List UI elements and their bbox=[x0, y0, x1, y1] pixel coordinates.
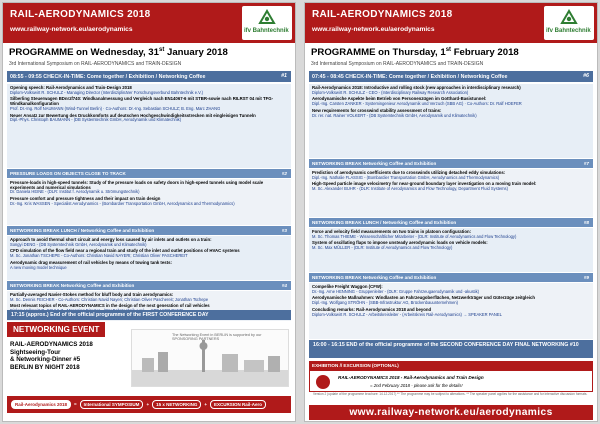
session-block-2 bbox=[7, 179, 291, 225]
programme-page-day2 bbox=[304, 2, 598, 422]
formula-networking: 15 x NETWORKING bbox=[152, 400, 201, 409]
talk-item: Pressure comfort and pressure tightness and their impact on train design Dr.-Ing. Kris WASSEN - Specialist Aerodynamics - (Bombardier Transportation GmbH, Aerodynamics and Thermodynamics) bbox=[10, 196, 235, 206]
talk-item: Aerodynamic drag measurement of rail vehicles by means of towing tank tests: A new moving model technique bbox=[10, 259, 172, 270]
network-line: BERLIN BY NIGHT 2018 bbox=[10, 363, 80, 371]
formula-excursion: EXCURSION Rail-Aero bbox=[210, 400, 266, 409]
logo-text: ifv Bahntechnik bbox=[546, 28, 591, 34]
day-end-bar: 17:15 (approx.) End of the official programme of the FIRST CONFERENCE DAY bbox=[7, 310, 291, 320]
event-url[interactable]: www.railway-network.eu/aerodynamics bbox=[312, 26, 435, 33]
talk-item: Silberling Steuerwagen BDnrzf740: Windkanalmessung und Vergleich nach EN14067-6 mit STBR-sowie nach RILRST 04 mit TFG-Windkanalkonfiguration Prof. Dr.-Ing. Rolf NAUMANN (Wind-Tunnel Berlin) · Co-Authors: Dr.-Ing. Sebastian SCHULZ; B. Eng. Marc ZHANG bbox=[10, 96, 274, 111]
networking-event-label: NETWORKING EVENT bbox=[7, 322, 105, 337]
event-title: RAIL-AERODYNAMICS 2018 bbox=[10, 9, 151, 20]
session-bar-2: NETWORKING BREAK Networking Coffee and Exhibition #7 bbox=[309, 159, 593, 168]
network-line: RAIL-AERODYNAMICS 2018 bbox=[10, 341, 93, 348]
session-block-1 bbox=[7, 84, 291, 168]
session-bar-4: NETWORKING BREAK Networking Coffee and Exhibition #9 bbox=[309, 273, 593, 282]
logo-text: ifv Bahntechnik bbox=[244, 28, 289, 34]
excursion-title: RAIL-AERODYNAMICS 2018 - Rail-Aerodynamics and Train Design bbox=[338, 375, 484, 380]
talk-item: Most relevant topics of RAIL-AERODYNAMICS in the design of the next generation of rail vehicles bbox=[10, 303, 210, 309]
berlin-skyline-image bbox=[131, 329, 289, 387]
network-line: Sightseeing-Tour bbox=[10, 348, 61, 356]
session-block-3 bbox=[7, 236, 291, 280]
talk-item: Approach to avoid thermal short circuit and energy loss caused by air inlets and outlets on a train: Songyi DENG - (DB Systemtechnik GmbH, Aerodynamik und Klimatechnik) bbox=[10, 237, 212, 247]
session-bar-3: NETWORKING BREAK LUNCH / Networking Coffee and Exhibition #8 bbox=[309, 218, 593, 227]
network-line: & Networking-Dinner #5 bbox=[10, 356, 81, 363]
session-bar-2: PRESSURE LOADS ON OBJECTS CLOSE TO TRACK #2 bbox=[7, 169, 291, 178]
ifv-logo-icon bbox=[258, 9, 276, 25]
talk-item: Aerodynamische Maßnahmen: Windlasten an Fahrzeugoberflächen, Netzwerkträger und Güterzüge zeitgleich Dipl.-Ing. Wolfgang STRÖHN - (SBB-Infrastruktur AG, Brückenbauunternehmen) bbox=[312, 295, 535, 306]
ifv-logo bbox=[242, 6, 292, 40]
excursion-date: = 2nd February 2018 - please ask for the details! bbox=[370, 383, 463, 388]
talk-item: Compelike Freight Waggon (CFW): Dr.-Ing. Arne HENNING - Gruppenleiter - (DLR: Gruppe Fahrzeugaerodynamik und -akustik) bbox=[312, 284, 479, 294]
header-banner bbox=[3, 3, 295, 43]
talk-item: System of oscillating flaps to impose unsteady aerodynamic loads on vehicle models: M. Sc. Max MÜLLER - (DLR: Institute of Aerodynamics and Flow Technology) bbox=[312, 240, 488, 251]
talk-item: Pressure-loads in high-speed tunnels: Study of the pressure loads on safety doors in high-speed tunnels using model scale experiments and numerical simulations Dr. Daniela HEINE - (DLR: Institut f. Aerodynamik u. Strömungstechnik) bbox=[10, 180, 264, 195]
checkin-bar: 08:55 - 09:55 CHECK-IN-TIME: Come together / Exhibition / Networking Coffee #1 bbox=[7, 71, 291, 82]
ifv-logo-icon bbox=[560, 9, 578, 25]
header-banner bbox=[305, 3, 597, 43]
session-block-4 bbox=[309, 283, 593, 339]
footer-url[interactable]: www.railway-network.eu/aerodynamics bbox=[309, 405, 593, 420]
page-title: PROGRAMME on Wednesday, 31st January 2018 bbox=[9, 47, 228, 59]
talk-item: Aerodynamische Aspekte beim Betrieb von Personenzügen im Gotthard-Basistunnel: Dipl.-Ing. Carsten ZANKER - Systemingenieur Aerodynamik und Verzuch (SBB AG) · Co-Authors: Dr. Ralf HOEFER bbox=[312, 96, 522, 107]
formula-symposium: International SYMPOSIUM bbox=[80, 400, 144, 409]
event-formula bbox=[7, 396, 291, 413]
excursion-box[interactable] bbox=[309, 370, 593, 392]
programme-page-day1 bbox=[2, 2, 296, 422]
talk-item: Prediction of aerodynamic coefficients due to crosswinds utilizing detached eddy simulations: Dipl.-Ing. Nathalie FLASSIG - (Bombardier Transportation GmbH, Aerodynamics and Thermodynamics) bbox=[312, 170, 506, 180]
session-bar-3: NETWORKING BREAK LUNCH / Networking Coffee and Exhibition #3 bbox=[7, 226, 291, 235]
formula-op: + bbox=[204, 402, 207, 407]
session-block-3 bbox=[309, 228, 593, 272]
talk-item: Force and velocity field measurements on two trains in platoon configuration: M. Sc. Thomas THIEME - Wissenschaftlicher Mitarbeiter - (DLR: Institute of Aerodynamics and Flow Technology) bbox=[312, 229, 517, 239]
talk-item: High-Speed particle image velocimetry for near-ground boundary layer investigation on a moving train model: M. Sc. Alexander BUHR - (DLR: Institute of Aerodynamics and Flow Technology, Department Fluid Systems) bbox=[312, 181, 537, 192]
formula-op: + bbox=[146, 402, 150, 407]
session-bar-4: NETWORKING BREAK Networking Coffee and Exhibition #4 bbox=[7, 281, 291, 290]
talk-item: Opening speech: Rail-Aerodynamics and Train-Design 2018 Diplom-Volkswirt R. SCHULZ - Managing Director (Interdisziplinärer Forschungsverbund Bahntechnik e.V.) bbox=[10, 85, 204, 95]
session-block-1 bbox=[309, 84, 593, 158]
networking-event-details bbox=[7, 338, 127, 388]
talk-item: CFD simulation of the flow field near a regional train and study of the inlet and outlet positions of HVAC systems M. Sc. Jonathan TSCHEPE - Co-Authors: Christian Navid NAYERI; Christian Oliver PASCHEREIT bbox=[10, 248, 240, 259]
page-subtitle: 3rd International Symposium on RAIL-AERODYNAMICS and TRAIN-DESIGN bbox=[9, 61, 182, 67]
event-url[interactable]: www.railway-network.eu/aerodynamics bbox=[10, 26, 133, 33]
ifv-logo bbox=[544, 6, 594, 40]
formula-brand: Rail-Aerodynamics 2018 bbox=[11, 400, 71, 409]
talk-item: Rail-Aerodynamics 2018: Introductive and rolling stock (new approaches in interdisciplinary research) Diplom-Volkswirt R. SCHULZ - CEO - (Interdisciplinary Railway Research Association) bbox=[312, 85, 521, 95]
talk-item: Partially-averaged Navier-Stokes method for bluff body and train aerodynamics: M. Sc. Dennis FEICHER - Co-Authors: Christian Navid Nayeri; Christian Oliver Paschereit; Jonathan Tschepe bbox=[10, 292, 209, 302]
excursion-logo-icon bbox=[316, 375, 330, 389]
session-block-2 bbox=[309, 169, 593, 217]
talk-item: Neuer Ansatz zur Bewertung des Druckkomforts auf deutschen Hochgeschwindigkeitsstrecken mit eingleisigen Tunneln Dipl.-Phys. Christoph BAUMANN - (DB Systemtechnik GmbH, Aerodynamik und Klimatechnik) bbox=[10, 112, 256, 123]
exhibition-bar: EXHIBITION // EXCURSION (OPTIONAL) bbox=[309, 361, 593, 370]
talk-item: New requirements for crosswind stability assessment of trains: Dr. rer. nat. Rainer VOLKERT - (DB Systemtechnik GmbH, Aerodynamik und Klimatechnik) bbox=[312, 107, 477, 118]
talk-item: Concluding remarks: Rail-Aerodynamics 2018 and beyond Diplom-Volkswirt R. SCHULZ - Arbeitskreisleiter - (Arbeitskreis Rail-Aerodynamics) → SPEAKER PANEL bbox=[312, 306, 502, 317]
page-subtitle: 3rd International Symposium on RAIL-AERODYNAMICS and TRAIN-DESIGN bbox=[311, 61, 484, 67]
event-title: RAIL-AERODYNAMICS 2018 bbox=[312, 9, 453, 20]
sponsor-caption: The Networking Event in BERLIN is supported by our SPONSORING PARTNERS bbox=[172, 333, 262, 342]
formula-op: = bbox=[74, 402, 77, 407]
page-title: PROGRAMME on Thursday, 1st February 2018 bbox=[311, 47, 519, 59]
day-end-bar: 16:00 - 16:15 END of the official programme of the SECOND CONFERENCE DAY FINAL NETWORKING #10 bbox=[309, 340, 593, 358]
version-note: Version 2 (update of the programme brochure: 14.12.2017) ** The programme may be subject to alterations. ** The speaker panel applies for the assistance and for interactive discussion formats. bbox=[313, 392, 588, 396]
checkin-bar: 07:45 - 08:45 CHECK-IN-TIME: Come together / Exhibition / Networking Coffee #6 bbox=[309, 71, 593, 82]
